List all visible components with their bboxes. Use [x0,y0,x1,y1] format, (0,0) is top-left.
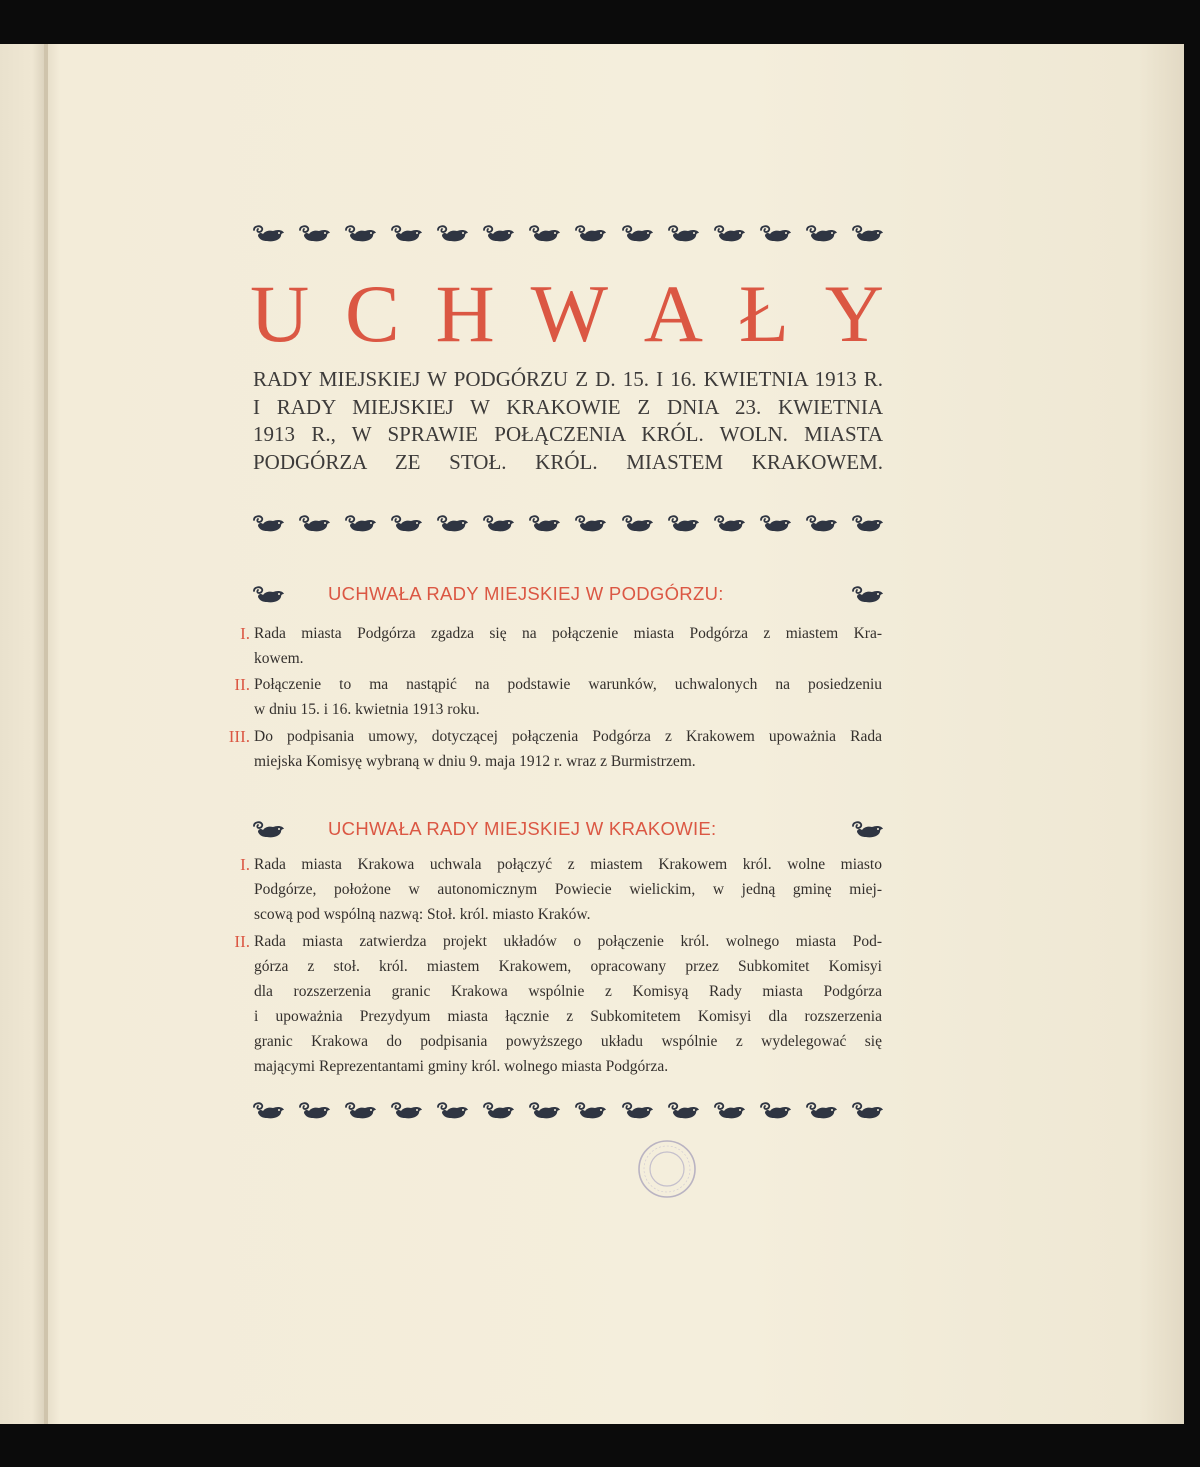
bird-ornament-icon [713,1101,746,1121]
item-text [254,852,882,927]
bird-ornament-icon [621,514,654,534]
subtitle-line: I RADY MIEJSKIEJ W KRAKOWIE Z DNIA 23. KWIETNIA [253,394,883,419]
bird-ornament-icon [805,224,838,244]
subtitle-line: 1913 R., W SPRAWIE POŁĄCZENIA KRÓL. WOLN. MIASTA [253,422,883,446]
subtitle-line: RADY MIEJSKIEJ W PODGÓRZU Z D. 15. I 16. KWIETNIA 1913 R. [253,367,883,391]
library-stamp-icon [636,1138,698,1205]
bird-ornament-icon [851,585,884,605]
item-line: Rada miasta Podgórza zgadza się na połączenie miasta Podgórza z miastem Kra- [254,625,882,642]
bird-ornament-icon [252,820,285,840]
bird-ornament-icon [621,224,654,244]
item-text [254,724,882,774]
bird-ornament-icon [482,224,515,244]
item-numeral: II. [234,932,250,951]
bird-ornament-icon [713,224,746,244]
bird-ornament-icon [759,1101,792,1121]
ornament-row-bottom [252,1101,884,1121]
bird-ornament-icon [528,514,561,534]
title-letter: U [250,268,310,359]
bird-ornament-icon [805,514,838,534]
item-line: mającymi Reprezentantami gminy król. wolnego miasta Podgórza. [254,1058,669,1075]
section-heading-krakow [252,818,884,844]
item-line: Rada miasta Krakowa uchwala połączyć z miastem Krakowem król. wolne miasto [254,856,882,873]
item-line: górza z stoł. król. miastem Krakowem, opracowany przez Subkomitet Komisyi [254,958,882,975]
item-numeral: III. [228,727,250,746]
bird-ornament-icon [344,224,377,244]
item-numeral: I. [240,855,250,874]
bird-ornament-icon [574,1101,607,1121]
title-letter: C [345,268,400,359]
bird-ornament-icon [667,1101,700,1121]
section-heading-podgorze [252,583,884,609]
item-line: miejska Komisyę wybraną w dniu 9. maja 1912 r. wraz z Burmistrzem. [254,753,696,770]
bird-ornament-icon [851,224,884,244]
bird-ornament-icon [713,514,746,534]
section-title: UCHWAŁA RADY MIEJSKIEJ W KRAKOWIE: [328,818,717,839]
bird-ornament-icon [574,224,607,244]
bird-ornament-icon [436,224,469,244]
bird-ornament-icon [252,585,285,605]
bird-ornament-icon [851,820,884,840]
bird-ornament-icon [436,1101,469,1121]
title-letter: A [643,268,704,359]
item-line: Rada miasta zatwierdza projekt układów o połączenie król. wolnego miasta Pod- [254,933,882,950]
bird-ornament-icon [390,1101,423,1121]
bird-ornament-icon [390,224,423,244]
bird-ornament-icon [528,1101,561,1121]
bird-ornament-icon [252,514,285,534]
bird-ornament-icon [344,1101,377,1121]
item-numeral: II. [234,675,250,694]
bird-ornament-icon [759,224,792,244]
item-line: kowem. [254,650,304,667]
bird-ornament-icon [759,514,792,534]
item-line: Połączenie to ma nastąpić na podstawie warunków, uchwalonych na posiedzeniu [254,676,882,693]
bird-ornament-icon [528,224,561,244]
item-text [254,929,882,1079]
item-line: i upoważnia Prezydyum miasta łącznie z Subkomitetem Komisyi dla rozszerzenia [254,1008,882,1025]
bird-ornament-icon [482,514,515,534]
subtitle-line: PODGÓRZA ZE STOŁ. KRÓL. MIASTEM KRAKOWEM. [253,449,883,474]
item-line: dla rozszerzenia granic Krakowa wspólnie z Komisyą Rady miasta Podgórza [254,983,882,1000]
section-title: UCHWAŁA RADY MIEJSKIEJ W PODGÓRZU: [328,583,724,604]
bird-ornament-icon [667,514,700,534]
document-title [250,268,884,359]
item-numeral: I. [240,624,250,643]
bird-ornament-icon [621,1101,654,1121]
item-line: scową pod wspólną nazwą: Stoł. król. miasto Kraków. [254,906,591,923]
item-line: granic Krakowa do podpisania powyższego układu wspólnie z wydelegować się [254,1033,882,1050]
document-subtitle [253,366,883,476]
bird-ornament-icon [805,1101,838,1121]
item-text [254,672,882,722]
title-letter: Y [824,268,884,359]
bird-ornament-icon [851,1101,884,1121]
bird-ornament-icon [390,514,423,534]
item-line: w dniu 15. i 16. kwietnia 1913 roku. [254,701,480,718]
left-page-edge [0,44,46,1424]
title-letter: W [530,268,608,359]
ornament-row-middle [252,514,884,534]
book-gutter [44,44,48,1424]
item-line: Do podpisania umowy, dotyczącej połączenia Podgórza z Krakowem upoważnia Rada [254,728,882,745]
bird-ornament-icon [298,1101,331,1121]
bird-ornament-icon [344,514,377,534]
bird-ornament-icon [252,1101,285,1121]
bird-ornament-icon [667,224,700,244]
item-line: Podgórze, położone w autonomicznym Powiecie wielickim, w jedną gminę miej- [254,881,882,898]
bird-ornament-icon [252,224,285,244]
bird-ornament-icon [298,224,331,244]
item-text [254,621,882,671]
title-letter: Ł [738,268,789,359]
bird-ornament-icon [574,514,607,534]
bird-ornament-icon [436,514,469,534]
bird-ornament-icon [298,514,331,534]
bird-ornament-icon [482,1101,515,1121]
ornament-row-top [252,224,884,244]
bird-ornament-icon [851,514,884,534]
title-letter: H [435,268,495,359]
